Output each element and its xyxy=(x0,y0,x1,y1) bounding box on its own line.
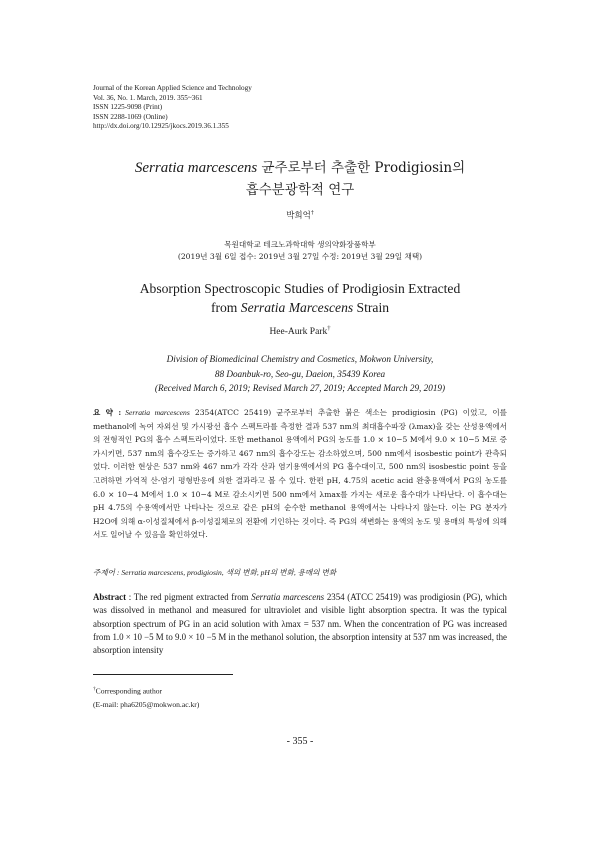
korean-author xyxy=(0,209,600,221)
korean-title-species: Serratia marcescens xyxy=(134,160,258,176)
dagger-mark: † xyxy=(93,686,96,692)
korean-abstract xyxy=(93,406,507,542)
english-abstract-text: 2354 (ATCC 25419) was prodigiosin (PG), which was dissolved in methanol and measured for ultraviolet and visible light absorption spectra. It was the typical absorption spectrum of PG in an acid solution with λmax = 537 nm. When the concentration of PG was increased from 1.0 × 10 −5 M to 9.0 × 10 −5 M in the methanol solution, the absorption intensity at 537 nm was increased, the absorption intensity xyxy=(93,592,507,656)
english-author-name: Hee-Aurk Park xyxy=(269,327,328,338)
issn-online: ISSN 2288-1069 (Online) xyxy=(93,112,168,121)
dagger-mark: † xyxy=(327,325,331,332)
korean-affiliation xyxy=(0,239,600,263)
english-abstract-intro: : The red pigment extracted from xyxy=(126,592,252,602)
english-title-strain: Strain xyxy=(353,300,390,315)
footnote xyxy=(93,683,199,711)
footnote-divider xyxy=(93,674,233,675)
english-affiliation-line1: Division of Biomedicinal Chemistry and Cosmetics, Mokwon University, xyxy=(166,354,434,364)
english-affiliation xyxy=(0,352,600,396)
footnote-corresponding: Corresponding author xyxy=(95,686,163,696)
korean-title-line1: 균주로부터 추출한 Prodigiosin의 xyxy=(257,160,466,176)
english-abstract xyxy=(93,591,507,657)
page-number: - 355 - xyxy=(286,736,314,747)
english-abstract-label: Abstract xyxy=(93,592,127,602)
korean-abstract-label: 요 약 : xyxy=(93,408,122,417)
journal-header xyxy=(93,84,252,132)
korean-keywords: 주제어 : Serratia marcescens, prodigiosin, 색의 변화, pH의 변화, 용매의 변화 xyxy=(93,568,337,577)
dagger-mark: † xyxy=(310,209,314,217)
doi-link[interactable]: http://dx.doi.org/10.12925/jkocs.2019.36.1.355 xyxy=(93,122,229,131)
korean-title-line2: 흡수분광학적 연구 xyxy=(245,182,355,198)
english-abstract-species: Serratia marcescens xyxy=(251,592,325,602)
journal-name: Journal of the Korean Applied Science and Technology xyxy=(93,84,252,92)
korean-abstract-text: 2354(ATCC 25419) 균주로부터 추출한 붉은 색소는 prodigiosin (PG) 이었고, 이를 methanol에 녹여 자외선 및 가시광선 흡수 스펙트라를 측정한 결과 537 nm의 최대흡수파장 (λmax)을 갖는 산성용액에서의 전형적인 PG의 흡수 스펙트라이었다. 또한 methanol 용액에서 PG의 농도를 1.0 × 10−5 M에서 9.0 × 10−5 M로 증가시키면, 537 nm의 흡수강도는 증가하고 467 nm의 흡수강도는 감소하였으며, 500 nm에서 isosbestic point가 관측되었다. 이러한 현상은 537 nm와 467 nm가 각각 산과 염기용액에서의 PG 흡수대이고, 500 nm의 isosbestic point 등을 고려하면 가역적 산-염기 평형반응에 의한 결과라고 볼 수 있다. 한편 pH, 4.75의 acetic acid 완충용액에서 PG의 농도를 6.0 × 10−4 M에서 1.0 × 10−4 M로 감소시키면 500 nm에서 λmax를 가지는 새로운 흡수대가 나타난다. 이 흡수대는 pH 4.75의 수용액에서만 나타나는 것으로 같은 pH의 순수한 methanol 용액에서는 나타나지 않는다. 이는 PG 분자가 H2O에 의해 α-이성질체에서 β-이성질체로의 전환에 기인하는 것이다. 즉 PG의 색변화는 용액의 농도 및 용매의 특성에 의해서도 일어날 수 있음을 확인하였다. xyxy=(93,408,507,540)
english-title-from: from xyxy=(210,300,241,315)
english-title xyxy=(60,279,540,317)
english-title-line1: Absorption Spectroscopic Studies of Prodigiosin Extracted xyxy=(139,281,461,296)
english-title-species: Serratia Marcescens xyxy=(240,300,354,315)
korean-title xyxy=(60,157,540,201)
korean-abstract-species: Serratia marcescens xyxy=(125,408,190,417)
korean-affiliation-line1: 목원대학교 테크노과학대학 생의약화장품학부 xyxy=(224,240,376,249)
footnote-email: (E-mail: pha6205@mokwon.ac.kr) xyxy=(93,699,200,709)
english-author xyxy=(0,325,600,337)
english-affiliation-line2: 88 Doanbuk-ro, Seo-gu, Daeion, 35439 Korea xyxy=(214,368,386,379)
korean-dates: (2019년 3월 6일 접수: 2019년 3월 27일 수정: 2019년 3월 29일 채택) xyxy=(177,252,423,261)
english-dates: (Received March 6, 2019; Revised March 27, 2019; Accepted March 29, 2019) xyxy=(154,383,446,394)
korean-author-name: 박희억 xyxy=(286,211,311,221)
issn-print: ISSN 1225-9098 (Print) xyxy=(93,103,163,112)
journal-volume: Vol. 36, No. 1. March, 2019. 355~361 xyxy=(93,93,203,102)
